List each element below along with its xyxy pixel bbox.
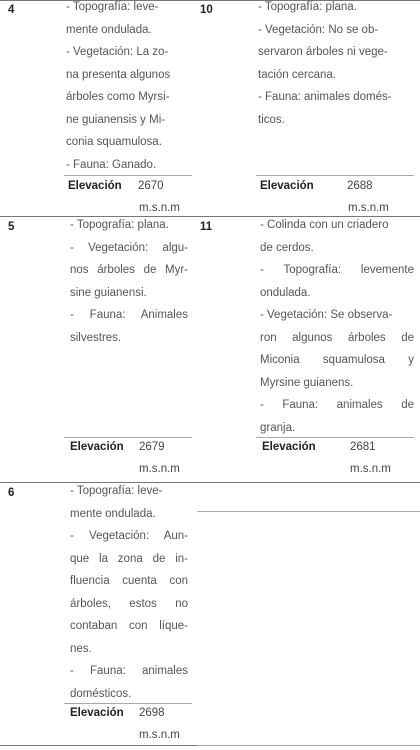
description-line: silvestres. <box>70 331 122 344</box>
description-line: ne guianensis y Mi- <box>66 113 166 126</box>
site-number: 6 <box>8 487 15 499</box>
description-line: servaron árboles ni vege- <box>258 46 388 58</box>
elevation-label: Elevación <box>260 180 314 192</box>
description-line: - Fauna: animales de <box>260 399 414 411</box>
elevation-rule <box>64 437 192 438</box>
elevation-value: 2679 <box>139 441 165 453</box>
elevation-value: 2670 <box>138 180 164 192</box>
site-number: 11 <box>200 221 213 233</box>
description-line: Miconia squamulosa y <box>260 354 414 366</box>
description-line: - Topografía: levemente <box>260 264 414 276</box>
elevation-unit: m.s.n.m <box>348 202 389 214</box>
description-line: - Vegetación: La zo- <box>66 46 169 58</box>
elevation-label: Elevación <box>70 441 124 453</box>
description-line: nos árboles de Myr- <box>70 264 188 276</box>
table-bottom-border <box>197 745 420 746</box>
description-line: - Fauna: animales domés- <box>258 91 392 103</box>
description-line: Myrsine guianens. <box>260 376 354 389</box>
description-line: tación cercana. <box>258 68 336 81</box>
description-line: mente ondulada. <box>66 23 152 36</box>
description-line: - Topografía: leve- <box>66 1 159 13</box>
description-line: - Colinda con un criadero <box>260 219 389 231</box>
description-line: granja. <box>260 421 296 434</box>
description-line: fluencia cuenta con <box>70 575 188 587</box>
description-line: árboles, estos no <box>70 597 188 610</box>
elevation-unit: m.s.n.m <box>139 729 180 741</box>
elevation-value: 2681 <box>350 441 376 453</box>
elevation-label: Elevación <box>68 180 122 192</box>
description-line: - Vegetación: algu- <box>70 241 188 254</box>
description-line: - Topografía: plana. <box>70 219 169 231</box>
elevation-value: 2688 <box>347 180 373 192</box>
description-line: que la zona de in- <box>70 552 188 565</box>
elevation-rule <box>256 175 414 176</box>
elevation-label: Elevación <box>70 707 124 719</box>
description-line: - Topografía: plana. <box>258 1 357 13</box>
row-divider <box>197 482 420 483</box>
description-line: ondulada. <box>260 286 311 299</box>
description-line: - Fauna: Animales <box>70 309 188 321</box>
description-line: - Fauna: animales <box>70 665 188 677</box>
site-number: 5 <box>8 221 15 233</box>
description-line: árboles como Myrsi- <box>66 91 170 103</box>
site-number: 4 <box>8 4 15 16</box>
description-line: na presenta algunos <box>66 68 171 81</box>
description-line: sine guianensi. <box>70 286 147 299</box>
elevation-label: Elevación <box>262 441 316 453</box>
row-divider <box>197 511 420 512</box>
site-description <box>66 0 188 176</box>
site-description <box>70 214 188 349</box>
elevation-value: 2698 <box>139 707 165 719</box>
elevation-unit: m.s.n.m <box>139 202 180 214</box>
description-line: ron algunos árboles de <box>260 331 414 344</box>
description-line: nes. <box>70 642 92 655</box>
site-description <box>260 214 414 439</box>
description-line: ticos. <box>258 113 285 126</box>
elevation-unit: m.s.n.m <box>350 463 391 475</box>
description-line: - Fauna: Ganado. <box>66 158 157 171</box>
description-line: contaban con líque- <box>70 620 188 632</box>
description-line: mente ondulada. <box>70 507 156 520</box>
description-line: domésticos. <box>70 687 132 700</box>
description-line: - Vegetación: Se observa- <box>260 309 393 321</box>
site-description <box>70 480 188 705</box>
description-line: - Vegetación: Aun- <box>70 530 188 542</box>
site-description <box>258 0 416 131</box>
description-line: conia squamulosa. <box>66 136 162 148</box>
site-number: 10 <box>200 4 213 16</box>
description-line: - Vegetación: No se ob- <box>258 23 379 36</box>
description-line: - Topografía: leve- <box>70 485 163 497</box>
elevation-unit: m.s.n.m <box>139 463 180 475</box>
description-line: de cerdos. <box>260 241 314 254</box>
